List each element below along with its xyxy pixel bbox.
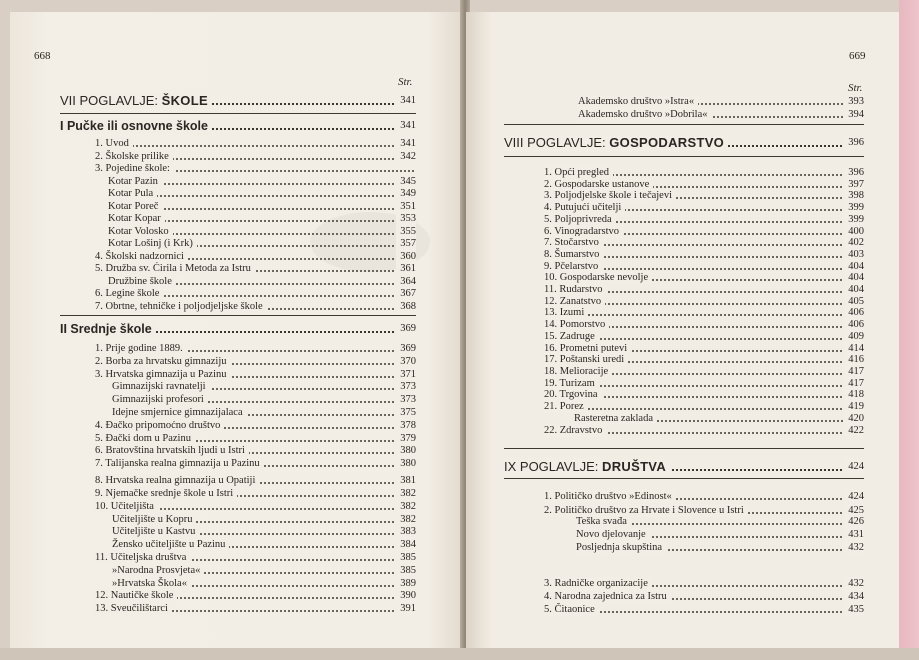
- toc-entry: [578, 108, 864, 121]
- toc-entry: [112, 380, 416, 393]
- toc-entry-title: 2. Školske prilike: [95, 150, 173, 163]
- toc-entry-page: 383: [396, 525, 416, 538]
- toc-entry-page: 371: [396, 368, 416, 381]
- toc-entry-title: 12. Zanatstvo: [544, 295, 605, 308]
- toc-entry-page: 394: [844, 108, 864, 121]
- toc-entry-title: Kotar Kopar: [108, 212, 165, 225]
- toc-entry-page: 373: [396, 393, 416, 406]
- divider: [504, 156, 864, 157]
- toc-entry-page: 404: [844, 260, 864, 273]
- toc-entry-title: 9. Njemačke srednje škole u Istri: [95, 487, 237, 500]
- toc-entry-page: 435: [844, 603, 864, 616]
- toc-entry-title: Gimnazijski profesori: [112, 393, 208, 406]
- toc-entry-title: 10. Gospodarske nevolje: [544, 271, 652, 284]
- toc-entry: [95, 287, 416, 300]
- toc-entry-page: 404: [844, 283, 864, 296]
- toc-entry-page: 431: [844, 528, 864, 541]
- toc-entry-page: 378: [396, 419, 416, 432]
- toc-entry: [108, 187, 416, 200]
- toc-entry-page: 399: [844, 213, 864, 226]
- chapter-prefix: VII POGLAVLJE:: [60, 93, 162, 108]
- chapter-name: GOSPODARSTVO: [609, 135, 725, 150]
- divider: [60, 315, 416, 316]
- toc-entry: [112, 577, 416, 590]
- toc-entry-title: Akademsko društvo »Dobrila«: [578, 108, 711, 121]
- toc-entry: [95, 432, 416, 445]
- toc-entry-page: 399: [844, 201, 864, 214]
- toc-entry-page: 390: [396, 589, 416, 602]
- toc-entry-title: Žensko učiteljište u Pazinu: [112, 538, 229, 551]
- toc-entry: [108, 175, 416, 188]
- toc-entry-page: 380: [396, 457, 416, 470]
- toc-entry-page: 396: [844, 166, 864, 179]
- toc-entry-page: 419: [844, 400, 864, 413]
- toc-entry-page: 391: [396, 602, 416, 615]
- toc-entry-title: 13. Izumi: [544, 306, 588, 319]
- toc-entry-page: 341: [396, 137, 416, 150]
- toc-entry-page: 417: [844, 365, 864, 378]
- toc-entry: [108, 237, 416, 250]
- toc-entry: [95, 137, 416, 150]
- chapter-heading: [504, 459, 864, 475]
- chapter-page: 396: [844, 135, 864, 151]
- toc-entry: [108, 225, 416, 238]
- toc-entry-page: 397: [844, 178, 864, 191]
- toc-entry-title: 1. Uvod: [95, 137, 133, 150]
- toc-entry-page: 380: [396, 444, 416, 457]
- toc-entry-title: Gimnazijski ravnatelji: [112, 380, 210, 393]
- toc-entry-page: 385: [396, 564, 416, 577]
- chapter-prefix: IX POGLAVLJE:: [504, 459, 603, 474]
- toc-entry-title: Akademsko društvo »Istra«: [578, 95, 698, 108]
- toc-entry-title: 12. Nautičke škole: [95, 589, 177, 602]
- toc-entry-page: 367: [396, 287, 416, 300]
- toc-entry-title: 18. Melioracije: [544, 365, 612, 378]
- toc-entry-title: Družbine škole: [108, 275, 176, 288]
- left-page: [10, 12, 464, 648]
- toc-entry-title: 1. Opći pregled: [544, 166, 613, 179]
- chapter-name: DRUŠTVA: [602, 459, 667, 474]
- toc-entry-page: 382: [396, 487, 416, 500]
- toc-entry-page: 375: [396, 406, 416, 419]
- toc-entry: [544, 490, 864, 503]
- toc-entry-title: 11. Učiteljska društva: [95, 551, 190, 564]
- toc-entry: [95, 457, 416, 470]
- toc-entry: [95, 300, 416, 313]
- section-heading: [60, 321, 416, 337]
- toc-entry-page: 424: [844, 490, 864, 503]
- section-page: 341: [396, 118, 416, 134]
- page-number: 669: [849, 50, 866, 62]
- toc-entry: [112, 406, 416, 419]
- chapter-title: [60, 93, 212, 109]
- toc-entry-page: 403: [844, 248, 864, 261]
- toc-entry-page: 393: [844, 95, 864, 108]
- toc-entry-page: 434: [844, 590, 864, 603]
- table-surface: [0, 648, 919, 660]
- toc-entry-title: 6. Legine škole: [95, 287, 163, 300]
- toc-entry-title: 1. Prije godine 1889.: [95, 342, 187, 355]
- toc-entry: [576, 541, 864, 554]
- toc-entry-title: 2. Borba za hrvatsku gimnaziju: [95, 355, 231, 368]
- toc-entry: [95, 602, 416, 615]
- toc-entry-page: 373: [396, 380, 416, 393]
- toc-entry: [544, 424, 864, 437]
- toc-entry-page: 342: [396, 150, 416, 163]
- toc-entry-title: 6. Vinogradarstvo: [544, 225, 623, 238]
- toc-entry-page: 384: [396, 538, 416, 551]
- toc-entry-title: 3. Poljodjelske škole i tečajevi: [544, 189, 676, 202]
- chapter-heading: [504, 135, 864, 151]
- toc-entry: [95, 250, 416, 263]
- toc-entry: [95, 474, 416, 487]
- toc-entry-title: 7. Stočarstvo: [544, 236, 603, 249]
- toc-entry: [108, 212, 416, 225]
- toc-entry: [108, 200, 416, 213]
- toc-entry-title: 9. Pčelarstvo: [544, 260, 602, 273]
- toc-entry-page: 398: [844, 189, 864, 202]
- toc-entry: [95, 419, 416, 432]
- toc-entry-title: 10. Učiteljišta: [95, 500, 158, 513]
- toc-entry: [95, 150, 416, 163]
- section-title: I Pučke ili osnovne škole: [60, 118, 212, 134]
- divider: [504, 124, 864, 125]
- toc-entry: [112, 538, 416, 551]
- toc-entry-title: 7. Obrtne, tehničke i poljodjeljske škole: [95, 300, 267, 313]
- toc-entry-page: 368: [396, 300, 416, 313]
- toc-entry: [95, 444, 416, 457]
- toc-entry-title: 11. Rudarstvo: [544, 283, 607, 296]
- dot-leader: [544, 407, 862, 410]
- chapter-title: [504, 135, 728, 151]
- toc-entry-page: 379: [396, 432, 416, 445]
- toc-entry-title: Kotar Pula: [108, 187, 157, 200]
- toc-entry-title: Kotar Pazin: [108, 175, 162, 188]
- section-heading: [60, 118, 416, 134]
- chapter-page: 424: [844, 459, 864, 475]
- toc-entry: [95, 262, 416, 275]
- dot-leader: [95, 144, 414, 147]
- toc-entry-page: 385: [396, 551, 416, 564]
- toc-entry-page: 402: [844, 236, 864, 249]
- toc-entry-page: 417: [844, 377, 864, 390]
- toc-entry-page: 405: [844, 295, 864, 308]
- toc-entry-title: 4. Putujući učitelji: [544, 201, 625, 214]
- toc-entry-title: 3. Hrvatska gimnazija u Pazinu: [95, 368, 231, 381]
- toc-entry: [576, 528, 864, 541]
- toc-entry-title: Kotar Lošinj (i Krk): [108, 237, 197, 250]
- toc-entry-title: 8. Hrvatska realna gimnazija u Opatiji: [95, 474, 259, 487]
- toc-entry-page: 361: [396, 262, 416, 275]
- toc-entry: [112, 564, 416, 577]
- toc-entry: [95, 589, 416, 602]
- toc-entry-page: 364: [396, 275, 416, 288]
- toc-entry-page: 422: [844, 424, 864, 437]
- right-page: [466, 12, 899, 648]
- str-label: Str.: [398, 76, 413, 88]
- toc-entry-title: Kotar Poreč: [108, 200, 162, 213]
- toc-entry-title: 3. Pojedine škole:: [95, 162, 174, 175]
- toc-entry-title: 22. Zdravstvo: [544, 424, 606, 437]
- toc-entry-page: 357: [396, 237, 416, 250]
- toc-entry-title: Učiteljište u Kastvu: [112, 525, 199, 538]
- toc-entry-page: 416: [844, 353, 864, 366]
- toc-entry-page: 360: [396, 250, 416, 263]
- toc-entry-title: 8. Šumarstvo: [544, 248, 603, 261]
- toc-entry-page: 418: [844, 388, 864, 401]
- toc-entry-page: 349: [396, 187, 416, 200]
- toc-entry: [544, 577, 864, 590]
- toc-entry-title: 4. Školski nadzornici: [95, 250, 188, 263]
- chapter-page: 341: [396, 93, 416, 109]
- toc-entry-title: 6. Bratovština hrvatskih ljudi u Istri: [95, 444, 249, 457]
- toc-entry-title: Novo djelovanje: [576, 528, 650, 541]
- toc-entry-page: 420: [844, 412, 864, 425]
- toc-entry-page: 389: [396, 577, 416, 590]
- toc-entry: [95, 342, 416, 355]
- divider: [504, 478, 864, 479]
- toc-entry-page: 345: [396, 175, 416, 188]
- toc-entry-page: 381: [396, 474, 416, 487]
- toc-entry-page: 425: [844, 504, 864, 517]
- toc-entry-page: 426: [844, 515, 864, 528]
- page-number: 668: [34, 50, 51, 62]
- chapter-heading: [60, 93, 416, 109]
- toc-entry-page: 369: [396, 342, 416, 355]
- divider: [504, 448, 864, 449]
- toc-entry-page: 414: [844, 342, 864, 355]
- toc-entry-page: 404: [844, 271, 864, 284]
- toc-entry-title: 5. Čitaonice: [544, 603, 599, 616]
- toc-entry-title: 5. Poljoprivreda: [544, 213, 616, 226]
- toc-entry-page: 355: [396, 225, 416, 238]
- toc-entry-title: 19. Turizam: [544, 377, 599, 390]
- toc-entry-title: 7. Talijanska realna gimnazija u Pazinu: [95, 457, 264, 470]
- toc-entry: [576, 515, 864, 528]
- toc-entry: [112, 393, 416, 406]
- toc-entry: [578, 95, 864, 108]
- toc-entry: [544, 590, 864, 603]
- toc-entry-title: Učiteljište u Kopru: [112, 513, 196, 526]
- section-title: II Srednje škole: [60, 321, 156, 337]
- toc-entry-title: »Narodna Prosvjeta«: [112, 564, 204, 577]
- toc-entry-title: 20. Trgovina: [544, 388, 602, 401]
- toc-entry-title: 21. Porez: [544, 400, 588, 413]
- chapter-prefix: VIII POGLAVLJE:: [504, 135, 610, 150]
- chapter-name: ŠKOLE: [161, 93, 208, 108]
- toc-entry-title: Rasteretna zaklada: [574, 412, 657, 425]
- background-edge: [899, 0, 919, 660]
- toc-entry-page: 432: [844, 577, 864, 590]
- toc-entry-title: 13. Sveučilištarci: [95, 602, 172, 615]
- toc-entry-page: 406: [844, 318, 864, 331]
- toc-entry-page: 432: [844, 541, 864, 554]
- toc-entry-title: 3. Radničke organizacije: [544, 577, 652, 590]
- toc-entry-page: 406: [844, 306, 864, 319]
- toc-entry-page: 351: [396, 200, 416, 213]
- toc-entry: [95, 368, 416, 381]
- section-page: 369: [396, 321, 416, 337]
- toc-entry-title: Teška svađa: [576, 515, 631, 528]
- toc-entry-title: 14. Pomorstvo: [544, 318, 609, 331]
- toc-entry-title: »Hrvatska Škola«: [112, 577, 191, 590]
- toc-entry: [95, 355, 416, 368]
- toc-entry-title: Posljednja skupština: [576, 541, 666, 554]
- toc-entry-title: 15. Zadruge: [544, 330, 599, 343]
- toc-entry: [95, 162, 416, 175]
- toc-entry: [544, 603, 864, 616]
- chapter-title: [504, 459, 670, 475]
- toc-entry-title: 4. Đačko pripomoćno društvo: [95, 419, 224, 432]
- toc-entry-title: 1. Političko društvo »Edinost«: [544, 490, 676, 503]
- toc-entry-title: 17. Poštanski uredi: [544, 353, 628, 366]
- toc-entry: [112, 513, 416, 526]
- toc-entry-title: 4. Narodna zajednica za Istru: [544, 590, 671, 603]
- toc-entry: [112, 525, 416, 538]
- divider: [60, 113, 416, 114]
- toc-entry-title: 5. Družba sv. Ćirila i Metoda za Istru: [95, 262, 255, 275]
- toc-entry-title: Kotar Volosko: [108, 225, 173, 238]
- toc-entry-title: Idejne smjernice gimnazijalaca: [112, 406, 247, 419]
- toc-entry-page: 370: [396, 355, 416, 368]
- toc-entry-page: 382: [396, 500, 416, 513]
- toc-entry-page: 400: [844, 225, 864, 238]
- dot-leader: [544, 313, 862, 316]
- toc-entry: [95, 551, 416, 564]
- toc-entry-title: 2. Političko društvo za Hrvate i Slovence u Istri: [544, 504, 748, 517]
- toc-entry-title: 2. Gospodarske ustanove: [544, 178, 653, 191]
- str-label: Str.: [848, 82, 863, 94]
- toc-entry-page: 353: [396, 212, 416, 225]
- toc-entry: [108, 275, 416, 288]
- toc-entry: [95, 487, 416, 500]
- toc-entry-page: 382: [396, 513, 416, 526]
- toc-entry-title: 16. Prometni putevi: [544, 342, 631, 355]
- toc-entry: [95, 500, 416, 513]
- toc-entry-title: 5. Đački dom u Pazinu: [95, 432, 195, 445]
- toc-entry-page: 409: [844, 330, 864, 343]
